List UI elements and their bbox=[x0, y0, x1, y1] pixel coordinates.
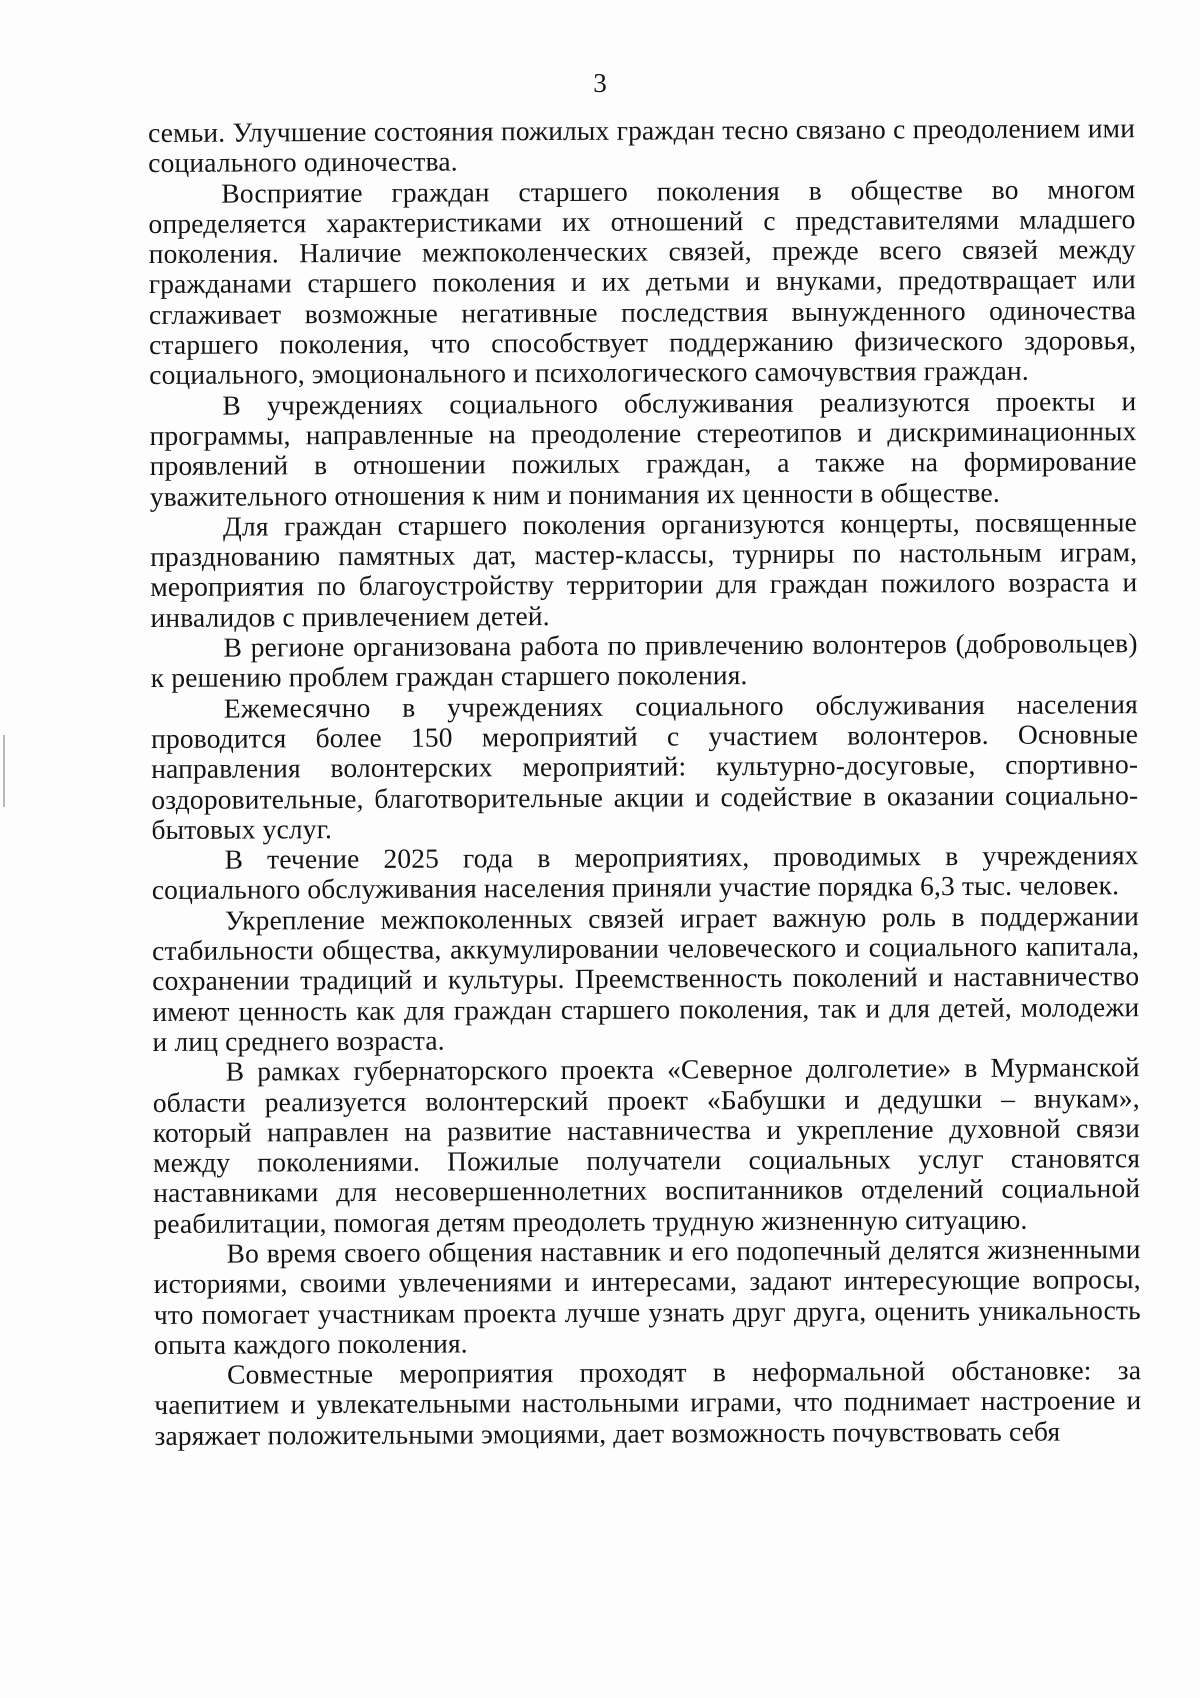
paragraph: В течение 2025 года в мероприятиях, проводимых в учреждениях социального обслуживания населения приняли участие порядка 6,3 тыс. человек. bbox=[151, 839, 1139, 906]
paragraph: Для граждан старшего поколения организуются концерты, посвященные празднованию памятных дат, мастер-классы, турниры по настольным играм, мероприятия по благоустройству территории для граждан пожилого возраста и инвалидов с привлечением детей. bbox=[150, 506, 1138, 633]
paragraph: В регионе организована работа по привлечению волонтеров (добровольцев) к решению проблем граждан старшего поколения. bbox=[150, 627, 1138, 694]
paragraph: Укрепление межпоколенных связей играет важную роль в поддержании стабильности общества, аккумулировании человеческого и социального капитала, сохранении традиций и культуры. Преемственность поколений и наставничество имеют ценность как для граждан старшего поколения, так и для детей, молодежи и лиц среднего возраста. bbox=[151, 899, 1140, 1057]
paragraph: Ежемесячно в учреждениях социального обслуживания населения проводится более 150 мероприятий с участием волонтеров. Основные направления волонтерских мероприятий: культурно-досуговые, спортивно-оздоровительные, благотворительные акции и содействие в оказании социально-бытовых услуг. bbox=[150, 687, 1139, 845]
paragraph-continuation: семьи. Улучшение состояния пожилых граждан тесно связано с преодолением ими социального одиночества. bbox=[147, 112, 1136, 179]
document-body bbox=[148, 113, 1142, 1451]
paragraph: В учреждениях социального обслуживания реализуются проекты и программы, направленные на преодоление стереотипов и дискриминационных проявлений в отношении пожилых граждан, а также на формирование уважительного отношения к ним и понимания их ценности в обществе. bbox=[149, 384, 1137, 512]
scan-edge-mark bbox=[3, 735, 5, 807]
paragraph: В рамках губернаторского проекта «Северное долголетие» в Мурманской области реализуется волонтерский проект «Бабушки и дедушки – внукам», который направлен на развитие наставничества и укрепление духовной связи между поколениями. Пожилые получатели социальных услуг становятся наставниками для несовершеннолетних воспитанников отделений социальной реабилитации, помогая детям преодолеть трудную жизненную ситуацию. bbox=[152, 1051, 1141, 1239]
paragraph: Восприятие граждан старшего поколения в обществе во многом определяется характеристиками их отношений с представителями младшего поколения. Наличие межпоколенческих связей, прежде всего связей между гражданами старшего поколения и их детьми и внуками, предотвращает или сглаживает возможные негативные последствия вынужденного одиночества старшего поколения, что способствует поддержанию физического здоровья, социального, эмоционального и психологического самочувствия граждан. bbox=[148, 172, 1137, 391]
paragraph: Совместные мероприятия проходят в неформальной обстановке: за чаепитием и увлекательными настольными играми, что поднимает настроение и заряжает положительными эмоциями, дает возможность почувствовать себя bbox=[154, 1354, 1142, 1451]
paragraph: Во время своего общения наставник и его подопечный делятся жизненными историями, своими увлечениями и интересами, задают интересующие вопросы, что помогает участникам проекта лучше узнать друг друга, оценить уникальность опыта каждого поколения. bbox=[153, 1233, 1141, 1360]
page-number: 3 bbox=[593, 68, 607, 98]
